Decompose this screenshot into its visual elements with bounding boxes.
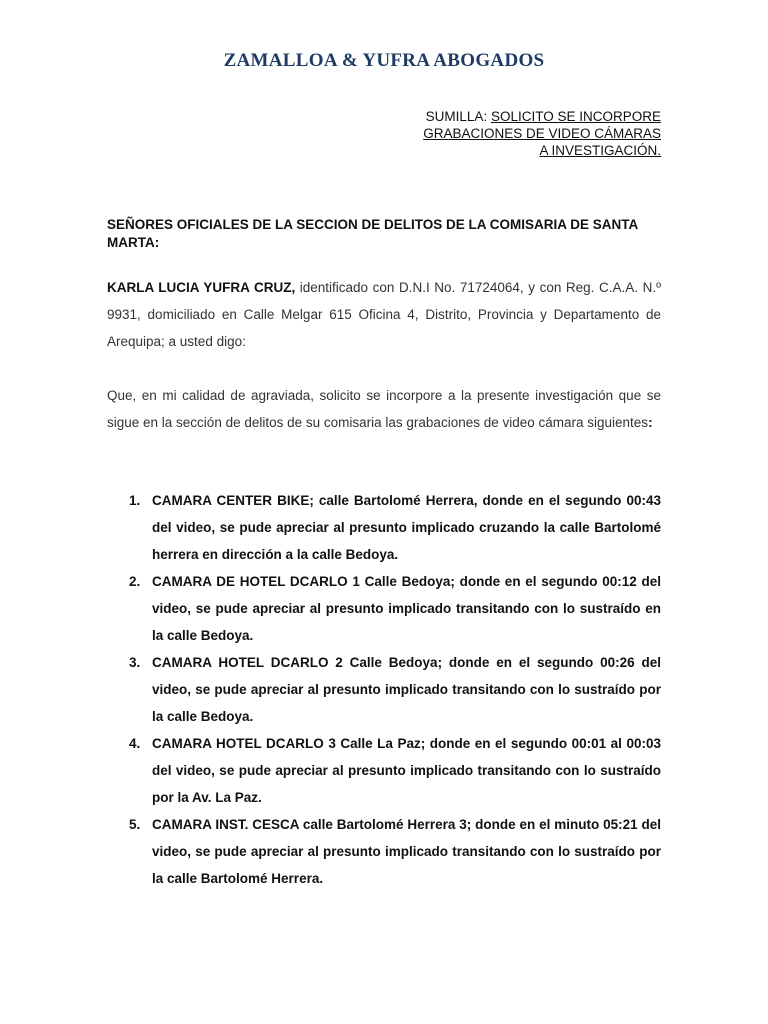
camera-item-number: 3. (129, 655, 141, 670)
camera-item (107, 487, 661, 568)
sumilla-line-3 (361, 142, 661, 159)
sumilla-line-1: SUMILLA: SOLICITO SE INCORPORE (425, 109, 661, 124)
sumilla (361, 108, 661, 159)
addressee: SEÑORES OFICIALES DE LA SECCION DE DELITOS DE LA COMISARIA DE SANTA MARTA: (107, 217, 638, 250)
sumilla-label: SUMILLA (425, 109, 484, 124)
camera-item-number: 5. (129, 817, 141, 832)
camera-item-number: 2. (129, 574, 141, 589)
camera-list (107, 487, 661, 892)
intro-text: identificado con D.N.I No. 71724064, y con Reg. C.A.A. N.º 9931, domiciliado en Calle Melgar 615 Oficina 4, Distrito, Provincia y Departamento de Arequipa; a usted digo: (107, 280, 661, 349)
sumilla-line2-text: GRABACIONES DE VIDEO CÁMARAS (423, 126, 661, 141)
camera-item (107, 811, 661, 892)
request-paragraph (107, 382, 661, 436)
request-text: Que, en mi calidad de agraviada, solicito se incorpore a la presente investigación que se sigue en la sección de delitos de su comisaria las grabaciones de video cámara siguientes (107, 388, 661, 430)
camera-item-text: CAMARA HOTEL DCARLO 3 Calle La Paz; donde en el segundo 00:01 al 00:03 del video, se pude apreciar al presunto implicado transitando con lo sustraído por la Av. La Paz. (152, 736, 661, 805)
camera-item-text: CAMARA CENTER BIKE; calle Bartolomé Herrera, donde en el segundo 00:43 del video, se pude apreciar al presunto implicado cruzando la calle Bartolomé herrera en dirección a la calle Bedoya. (152, 493, 661, 562)
camera-item-number: 1. (129, 493, 141, 508)
sumilla-line-2 (361, 125, 661, 142)
camera-item (107, 730, 661, 811)
sumilla-line3-text: A INVESTIGACIÓN. (539, 143, 661, 158)
intro-paragraph (107, 274, 661, 355)
camera-item-text: CAMARA HOTEL DCARLO 2 Calle Bedoya; donde en el segundo 00:26 del video, se pude apreciar al presunto implicado transitando con lo sustraído por la calle Bedoya. (152, 655, 661, 724)
camera-item (107, 649, 661, 730)
sumilla-line1-text: SOLICITO SE INCORPORE (490, 109, 661, 124)
camera-item-text: CAMARA INST. CESCA calle Bartolomé Herrera 3; donde en el minuto 05:21 del video, se pude apreciar al presunto implicado transitando con lo sustraído por la calle Bartolomé Herrera. (152, 817, 661, 886)
camera-item (107, 568, 661, 649)
request-colon: : (648, 415, 653, 430)
camera-item-number: 4. (129, 736, 141, 751)
petitioner-name: KARLA LUCIA YUFRA CRUZ, (107, 280, 296, 295)
firm-name: ZAMALLOA & YUFRA ABOGADOS (223, 50, 545, 71)
camera-item-text: CAMARA DE HOTEL DCARLO 1 Calle Bedoya; donde en el segundo 00:12 del video, se pude apreciar al presunto implicado transitando con lo sustraído en la calle Bedoya. (152, 574, 661, 643)
